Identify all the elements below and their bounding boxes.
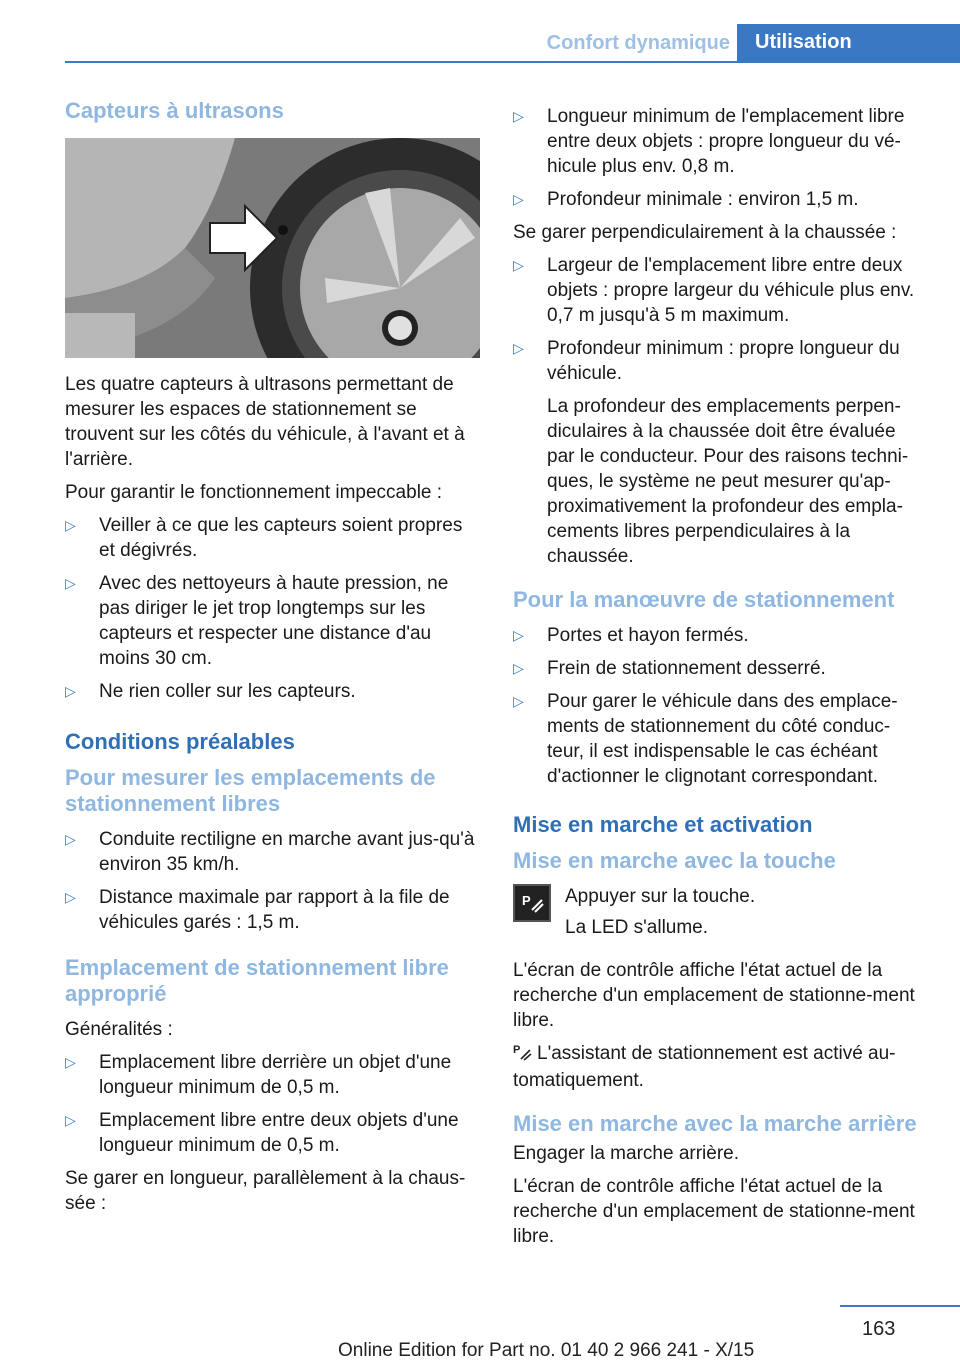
list-item [513, 336, 927, 386]
sensor-photo [65, 138, 480, 358]
heading-emplacement: Emplacement de stationnement libre approprié [65, 955, 449, 1006]
list-item-text: Veiller à ce que les capteurs soient propres et dégivrés. [99, 515, 463, 561]
footer-rule [840, 1305, 960, 1307]
bullet-icon: ▷ [513, 108, 524, 124]
header-tab-utilisation[interactable]: Utilisation [737, 24, 960, 61]
list-item [65, 1108, 483, 1158]
right-paragraph-2: L'écran de contrôle affiche l'état actuel de la recherche d'un emplacement de stationne-ment libre. [513, 960, 915, 1031]
edition-note: Online Edition for Part no. 01 40 2 966 241 - X/15 [338, 1340, 755, 1361]
list-item [65, 885, 483, 935]
park-assist-symbol-icon [513, 1043, 537, 1068]
bullet-icon: ▷ [513, 257, 524, 273]
heading-conditions: Conditions préalables [65, 729, 295, 754]
right-list-1 [513, 104, 927, 212]
bullet-icon: ▷ [513, 660, 524, 676]
list-item [513, 187, 927, 212]
list-item-text: Profondeur minimum : propre longueur du véhicule. [547, 338, 900, 384]
list-item [65, 513, 483, 563]
left-list-1 [65, 513, 483, 704]
bullet-icon: ▷ [513, 340, 524, 356]
heading-touche: Mise en marche avec la touche [513, 848, 836, 873]
list-item-text: Ne rien coller sur les capteurs. [99, 681, 356, 702]
heading-mise-en-marche: Mise en marche et activation [513, 812, 813, 837]
bullet-icon: ▷ [65, 575, 76, 591]
list-item-text: Frein de stationnement desserré. [547, 658, 826, 679]
list-item-text: Emplacement libre entre deux objets d'une longueur minimum de 0,5 m. [99, 1110, 459, 1156]
list-item-text: Emplacement libre derrière un objet d'une longueur minimum de 0,5 m. [99, 1052, 452, 1098]
list-item-text: Distance maximale par rapport à la file de véhicules garés : 1,5 m. [99, 887, 450, 933]
list-item [513, 656, 927, 681]
heading-manoeuvre: Pour la manœuvre de stationnement [513, 587, 895, 612]
list-item [65, 1050, 483, 1100]
button-line-2: La LED s'allume. [565, 917, 709, 938]
list-item-text: Largeur de l'emplacement libre entre deux objets : propre largeur du véhicule plus env. 0,7 m jusqu'à 5 m maximum. [547, 255, 915, 326]
list-item-text: Portes et hayon fermés. [547, 625, 749, 646]
header-rule [65, 61, 960, 63]
bullet-icon: ▷ [65, 1112, 76, 1128]
right-list-2 [513, 253, 927, 386]
left-paragraph-2: Pour garantir le fonctionnement impeccable : [65, 482, 443, 503]
list-item-text: Longueur minimum de l'emplacement libre entre deux objets : propre longueur du vé-hicule plus env. 0,8 m. [547, 106, 905, 177]
page-number: 163 [862, 1318, 896, 1340]
right-paragraph-4: Engager la marche arrière. [513, 1143, 739, 1164]
list-item-text: Pour garer le véhicule dans des emplace-ments de stationnement du côté conduc-teur, il est indispensable le cas échéant d'actionner le clignotant correspondant. [547, 691, 898, 787]
list-item [65, 679, 483, 704]
bullet-icon: ▷ [65, 517, 76, 533]
bullet-icon: ▷ [65, 1054, 76, 1070]
bullet-icon: ▷ [513, 191, 524, 207]
right-list-3 [513, 623, 927, 789]
list-item [513, 689, 927, 789]
left-column [65, 98, 483, 1224]
header-tab-confort-dynamique[interactable]: Confort dynamique [546, 32, 730, 54]
right-paragraph-5: L'écran de contrôle affiche l'état actuel de la recherche d'un emplacement de stationne-ment libre. [513, 1176, 915, 1247]
list-note: La profondeur des emplacements perpen-diculaires à la chaussée doit être évaluée par le conducteur. Pour des raisons techni-ques, le système ne peut mesurer qu'ap-proximativement la profondeur des empla-cements libres perpendiculaires à la chaussée. [547, 396, 909, 567]
button-instruction [513, 884, 927, 940]
heading-capteurs: Capteurs à ultrasons [65, 98, 284, 123]
list-item [65, 827, 483, 877]
park-assist-button-icon [513, 884, 551, 922]
svg-text:P: P [513, 1044, 521, 1056]
left-paragraph-3: Généralités : [65, 1019, 173, 1040]
heading-mesurer: Pour mesurer les emplacements de stationnement libres [65, 765, 436, 816]
right-paragraph-1: Se garer perpendiculairement à la chaussée : [513, 222, 897, 243]
left-paragraph-1: Les quatre capteurs à ultrasons permettant de mesurer les espaces de stationnement se trouvent sur les côtés du véhicule, à l'avant et à l'arrière. [65, 374, 465, 470]
bullet-icon: ▷ [513, 627, 524, 643]
left-list-3 [65, 1050, 483, 1158]
list-item [65, 571, 483, 671]
svg-text:P: P [522, 893, 531, 908]
list-item [513, 623, 927, 648]
heading-marche-arriere: Mise en marche avec la marche arrière [513, 1111, 917, 1136]
right-paragraph-3-text: L'assistant de stationnement est activé au-tomatiquement. [513, 1043, 896, 1091]
bullet-icon: ▷ [65, 831, 76, 847]
left-list-2 [65, 827, 483, 935]
button-line-1: Appuyer sur la touche. [565, 886, 756, 907]
bullet-icon: ▷ [65, 889, 76, 905]
sensor-photo-drawing [65, 138, 480, 358]
list-item-text: Profondeur minimale : environ 1,5 m. [547, 189, 859, 210]
right-column [513, 104, 927, 1257]
right-paragraph-3 [513, 1041, 927, 1093]
list-item-text: Conduite rectiligne en marche avant jus-qu'à environ 35 km/h. [99, 829, 475, 875]
list-item [513, 253, 927, 328]
list-item-text: Avec des nettoyeurs à haute pression, ne pas diriger le jet trop longtemps sur les capteurs et respecter une distance d'au moins 30 cm. [99, 573, 449, 669]
list-item [513, 104, 927, 179]
left-paragraph-4: Se garer en longueur, parallèlement à la chaus-sée : [65, 1168, 466, 1214]
bullet-icon: ▷ [513, 693, 524, 709]
bullet-icon: ▷ [65, 683, 76, 699]
